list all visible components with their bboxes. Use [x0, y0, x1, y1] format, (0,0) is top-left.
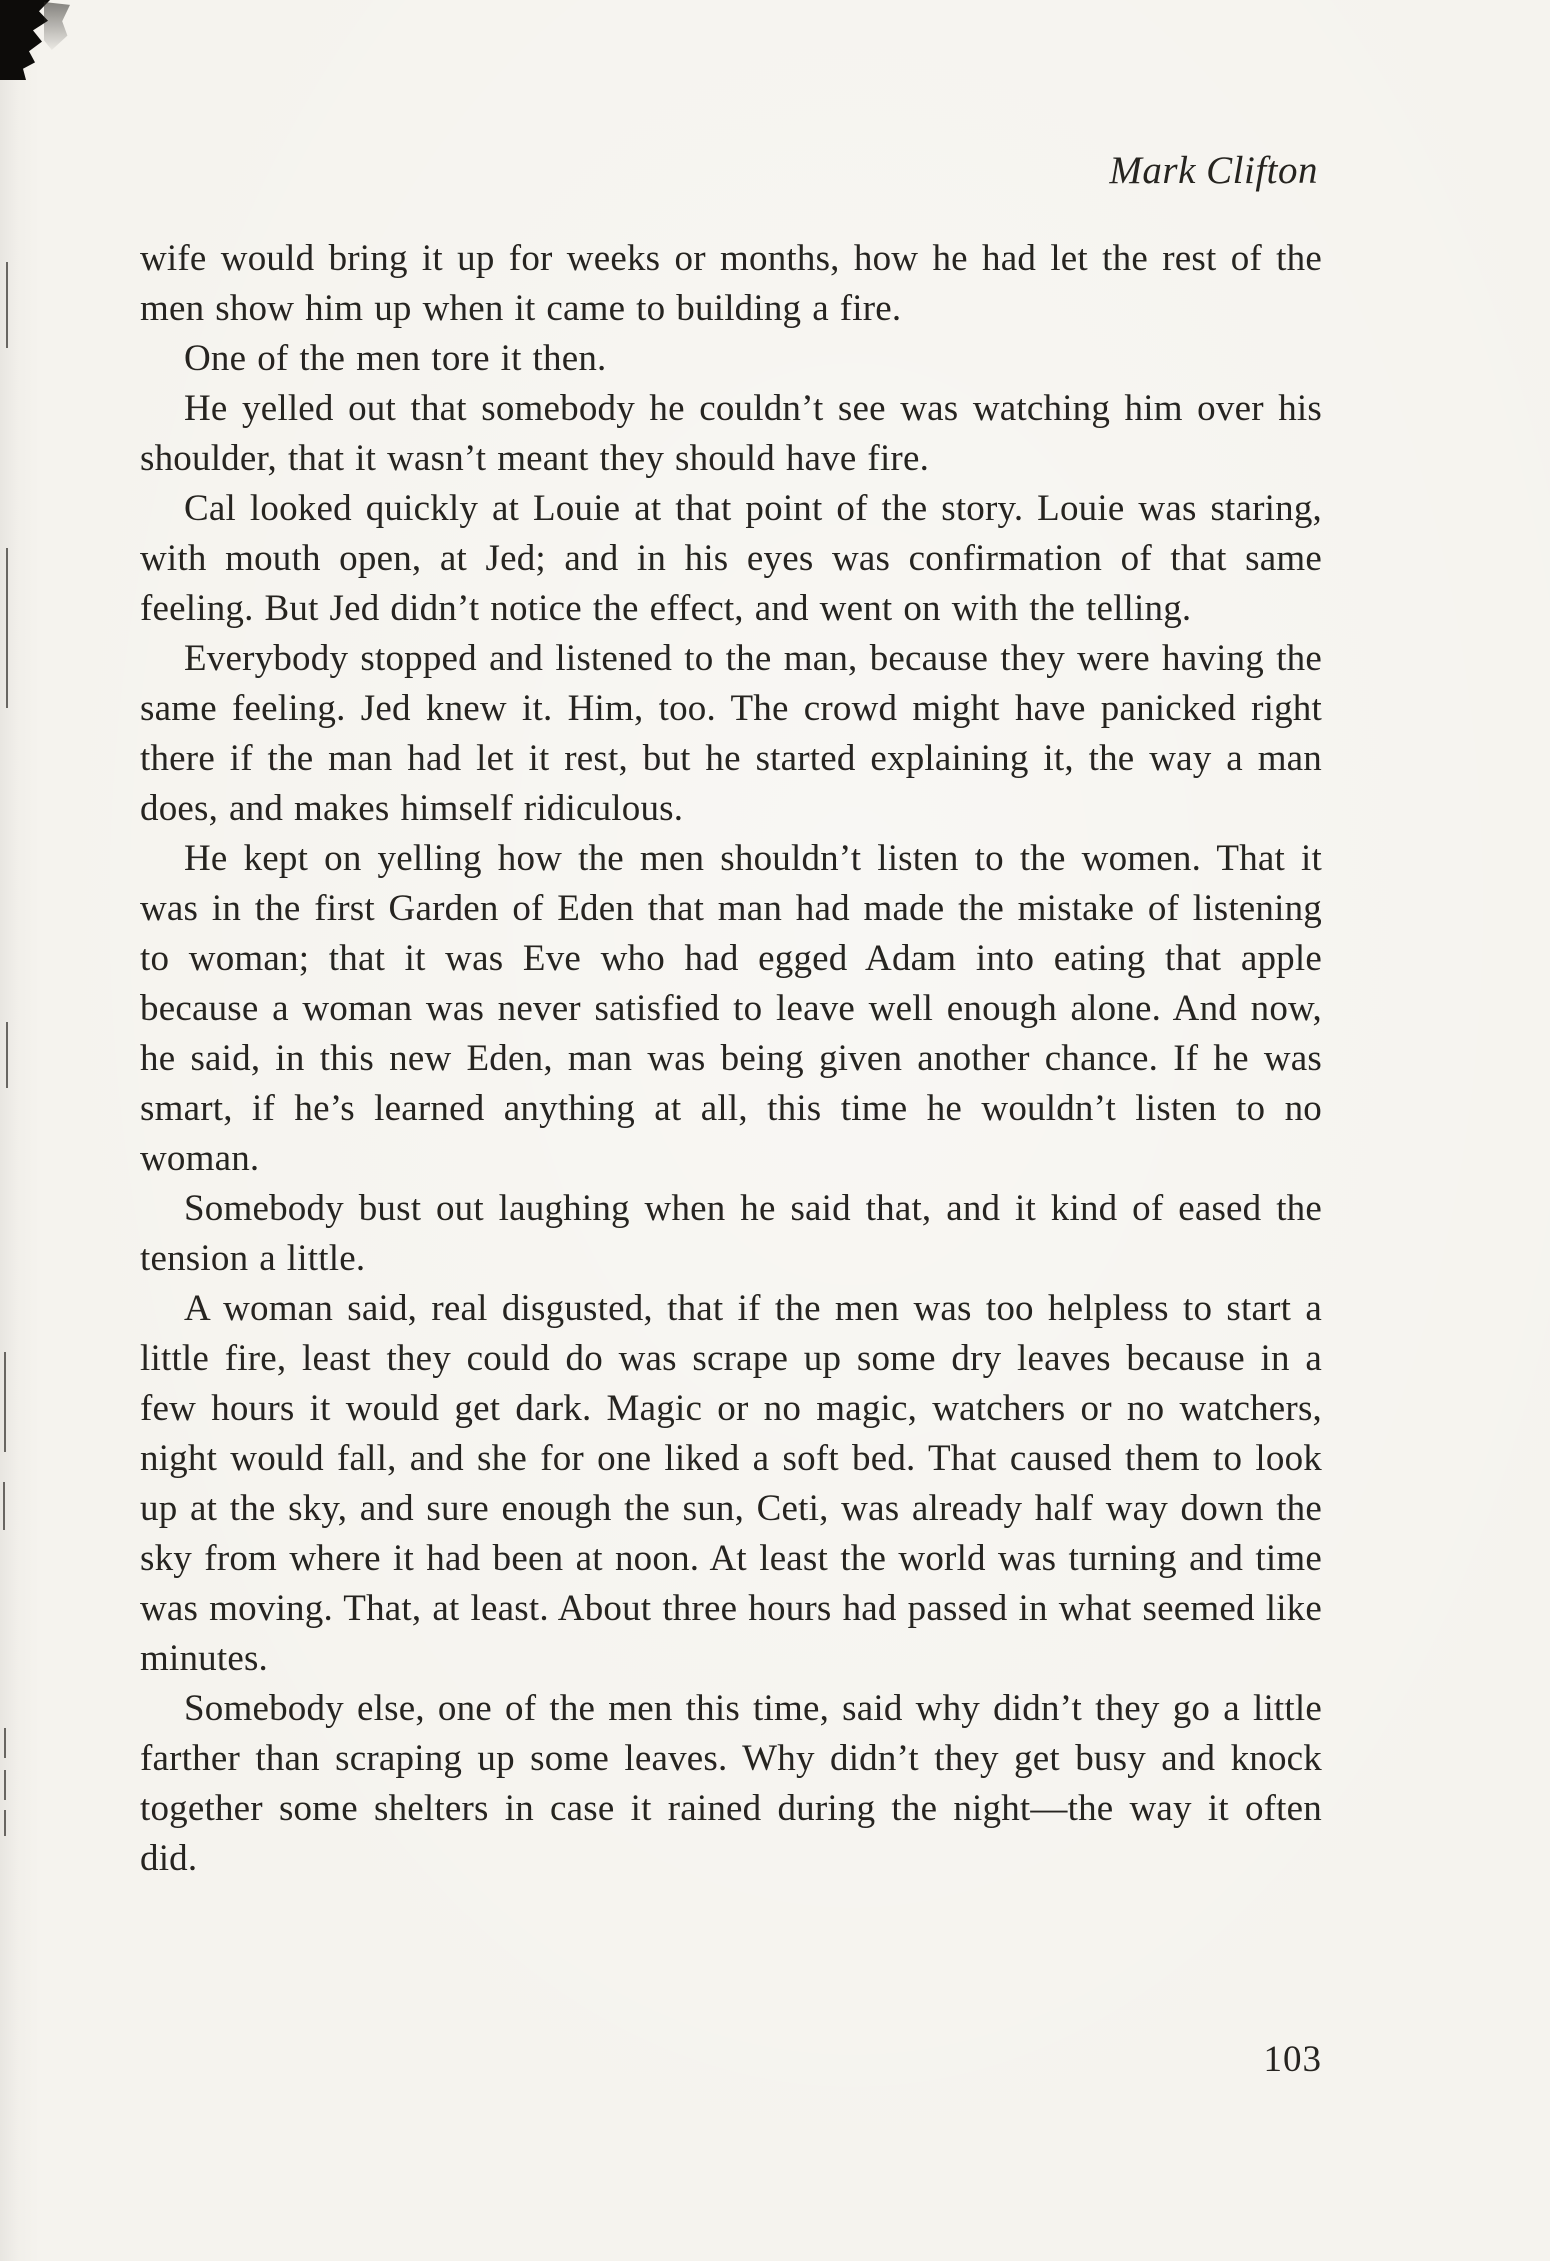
- scan-artifact-edge-line: [6, 262, 8, 348]
- body-text: [140, 234, 1322, 1884]
- paragraph-1: wife would bring it up for weeks or months, how he had let the rest of the men show him up when it came to building a fire.: [140, 238, 1322, 329]
- scan-artifact-edge-line: [4, 1728, 6, 1758]
- text-block: [140, 148, 1322, 1884]
- scan-artifact-edge-line: [3, 1482, 5, 1530]
- paragraph-6: He kept on yelling how the men shouldn’t listen to the women. That it was in the first Garden of Eden that man had made the mistake of listening to woman; that it was Eve who had egged Adam into eating that apple because a woman was never satisfied to leave well enough alone. And now, he said, in this new Eden, man was being given another chance. If he was smart, if he’s learned anything at all, this time he wouldn’t listen to no woman.: [140, 838, 1322, 1179]
- scan-artifact-edge-line: [4, 1810, 6, 1836]
- scan-artifact-edge-line: [4, 1352, 6, 1452]
- paragraph-8: A woman said, real disgusted, that if the men was too helpless to start a little fire, least they could do was scrape up some dry leaves because in a few hours it would get dark. Magic or no magic, watchers or no watchers, night would fall, and she for one liked a soft bed. That caused them to look up at the sky, and sure enough the sun, Ceti, was already half way down the sky from where it had been at noon. At least the world was turning and time was moving. That, at least. About three hours had passed in what seemed like minutes.: [140, 1288, 1322, 1679]
- paragraph-2: One of the men tore it then.: [184, 338, 607, 379]
- scan-artifact-smear: [44, 2, 70, 50]
- paragraph-5: Everybody stopped and listened to the man, because they were having the same feeling. Jed knew it. Him, too. The crowd might have panicked right there if the man had let it rest, but he started explaining it, the way a man does, and makes himself ridiculous.: [140, 638, 1322, 829]
- paragraph-3: He yelled out that somebody he couldn’t see was watching him over his shoulder, that it wasn’t meant they should have fire.: [140, 388, 1322, 479]
- scan-artifact-edge-line: [6, 548, 8, 708]
- paragraph-9: Somebody else, one of the men this time, said why didn’t they go a little farther than scraping up some leaves. Why didn’t they get busy and knock together some shelters in case it rained during the night—the way it often did.: [140, 1688, 1322, 1879]
- running-header: Mark Clifton: [1109, 149, 1318, 192]
- scan-artifact-edge-line: [4, 1770, 6, 1800]
- scan-artifact-edge-line: [6, 1022, 8, 1088]
- page-number: 103: [1263, 2039, 1322, 2080]
- paragraph-4: Cal looked quickly at Louie at that point of the story. Louie was staring, with mouth open, at Jed; and in his eyes was confirmation of that same feeling. But Jed didn’t notice the effect, and went on with the telling.: [140, 488, 1322, 629]
- scan-artifact-corner: [0, 0, 50, 80]
- paragraph-7: Somebody bust out laughing when he said that, and it kind of eased the tension a little.: [140, 1188, 1322, 1279]
